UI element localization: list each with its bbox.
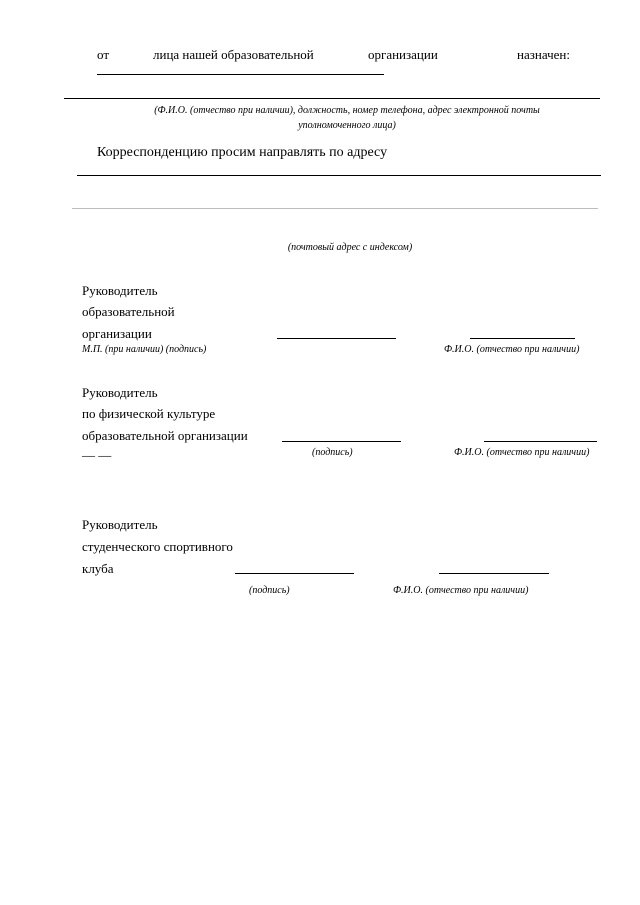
pe-name-caption: Ф.И.О. (отчество при наличии) (454, 447, 590, 458)
edu-signature-line (277, 338, 396, 339)
club-head-line3: клуба (82, 561, 114, 576)
edu-name-caption: Ф.И.О. (отчество при наличии) (444, 344, 580, 355)
fill-line-appointee (97, 74, 384, 75)
edu-head-line2: образовательной (82, 304, 175, 319)
edu-head-line1: Руководитель (82, 283, 158, 298)
caption-contact-line1: (Ф.И.О. (отчество при наличии), должность, номер телефона, адрес электронной почты (154, 105, 540, 116)
pe-signature-caption: (подпись) (312, 447, 353, 458)
club-name-line (439, 573, 549, 574)
pe-head-line2: по физической культуре (82, 406, 216, 421)
edu-head-line3: организации (82, 326, 152, 341)
pe-signature-line (282, 441, 401, 442)
phrase-appointed: назначен: (517, 47, 570, 62)
club-head-line1: Руководитель (82, 517, 158, 532)
club-signature-line (235, 573, 354, 574)
edu-name-line (470, 338, 575, 339)
club-head-line2: студенческого спортивного (82, 539, 233, 554)
phrase-organization: организации (368, 47, 438, 62)
pe-head-line3: образовательной организации (82, 428, 248, 443)
club-name-caption: Ф.И.О. (отчество при наличии) (393, 585, 529, 596)
pe-name-line (484, 441, 597, 442)
edu-stamp-signature-caption: М.П. (при наличии) (подпись) (82, 344, 207, 355)
word-from: от (97, 47, 110, 62)
phrase-person: лица нашей образовательной (153, 47, 314, 62)
pe-head-line1: Руководитель (82, 385, 158, 400)
fill-line-contact (64, 98, 600, 99)
caption-postal: (почтовый адрес с индексом) (287, 242, 413, 253)
pe-dashes: __ __ (82, 443, 112, 458)
caption-contact-line2: уполномоченного лица) (298, 120, 396, 131)
club-signature-caption: (подпись) (249, 585, 290, 596)
fill-line-address-2 (72, 208, 598, 209)
fill-line-address (77, 175, 601, 176)
correspondence-text: Корреспонденцию просим направлять по адресу (97, 145, 388, 160)
